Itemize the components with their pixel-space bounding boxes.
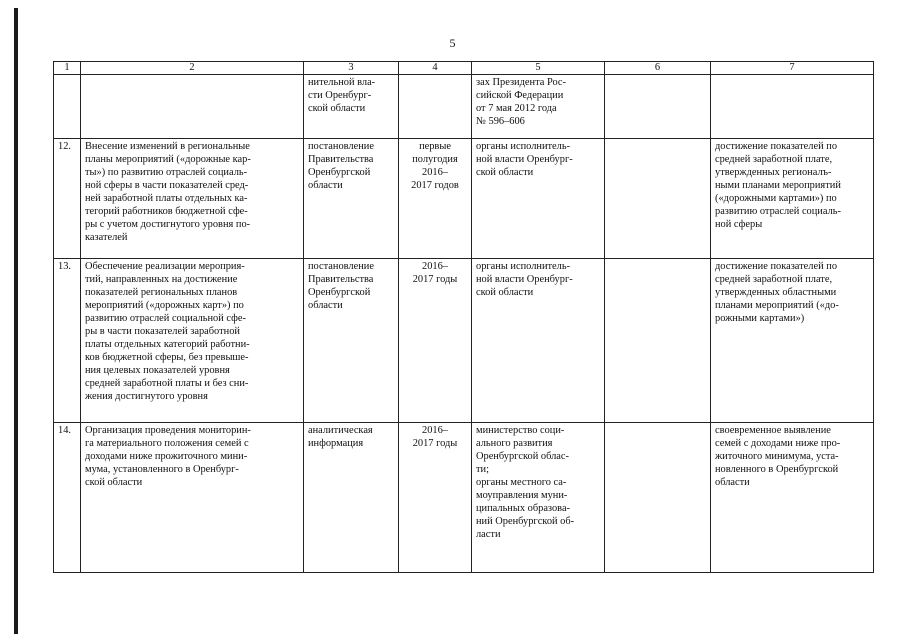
cell-line: житочного минимума, уста- (715, 451, 839, 462)
cell-line: Оренбургской (308, 167, 371, 178)
cell-line: 2017 годы (412, 438, 458, 449)
cell-line: органы исполнитель- (476, 261, 571, 272)
cell-line: 2017 годов (411, 180, 459, 191)
cell-line: 2016– (422, 167, 448, 178)
table-row (54, 423, 874, 573)
cell-line: Правительства (308, 154, 374, 165)
cell-line: сти Оренбург- (308, 90, 372, 101)
cell-col6 (605, 75, 711, 139)
cell-line: средней заработной плате, (715, 274, 833, 285)
cell-line: утвержденных областными (715, 287, 837, 298)
cell-line: нительной вла- (308, 77, 376, 88)
cell-document-type (304, 259, 399, 423)
cell-line: министерство соци- (476, 425, 565, 436)
cell-line: моуправления муни- (476, 490, 568, 501)
cell-line: ской области (476, 167, 534, 178)
cell-line: жения достигнутого уровня (85, 391, 208, 402)
cell-line: ной власти Оренбург- (476, 154, 573, 165)
cell-line: тий, направленных на достижение (85, 274, 238, 285)
cell-line: средней заработной плате, (715, 154, 833, 165)
cell-line: Оренбургской облас- (476, 451, 569, 462)
cell-line: ской области (476, 287, 534, 298)
cell-number (54, 75, 81, 139)
cell-result (711, 75, 874, 139)
cell-line: области (308, 300, 343, 311)
cell-line: доходами ниже прожиточного мини- (85, 451, 248, 462)
column-number-row (54, 62, 874, 75)
cell-line: полугодия (412, 154, 458, 165)
cell-line: ной сферы (715, 219, 763, 230)
column-header: 6 (605, 62, 711, 75)
cell-col6 (605, 259, 711, 423)
cell-number: 14. (54, 423, 81, 573)
cell-line: информация (308, 438, 364, 449)
cell-line: казателей (85, 232, 128, 243)
cell-line: Организация проведения мониторин- (85, 425, 251, 436)
table-row (54, 75, 874, 139)
cell-measure (81, 75, 304, 139)
page-number: 5 (449, 36, 456, 50)
cell-line: планами мероприятий («до- (715, 300, 839, 311)
cell-line: ными планами мероприятий (715, 180, 841, 191)
cell-line: новленного в Оренбургской (715, 464, 839, 475)
cell-line: средней заработной платы и без сни- (85, 378, 249, 389)
column-header: 7 (711, 62, 874, 75)
cell-line: постановление (308, 141, 374, 152)
cell-line: ры с учетом достигнутого уровня по- (85, 219, 251, 230)
cell-line: ной власти Оренбург- (476, 274, 573, 285)
column-header: 3 (304, 62, 399, 75)
cell-line: аналитическая (308, 425, 373, 436)
cell-line: 2016– (422, 425, 448, 436)
cell-line: мероприятий («дорожных карт») по (85, 300, 244, 311)
cell-line: 2016– (422, 261, 448, 272)
cell-line: первые (419, 141, 451, 152)
cell-line: области (715, 477, 750, 488)
column-header: 2 (81, 62, 304, 75)
cell-document-type (304, 139, 399, 259)
cell-document-type (304, 423, 399, 573)
cell-line: достижение показателей по (715, 261, 838, 272)
cell-col6 (605, 423, 711, 573)
cell-line: тегорий работников бюджетной сфе- (85, 206, 248, 217)
cell-line: ры в части показателей заработной (85, 326, 240, 337)
cell-line: ной сферы в части показателей сред- (85, 180, 249, 191)
cell-executors (472, 139, 605, 259)
cell-result (711, 259, 874, 423)
cell-document-type (304, 75, 399, 139)
cell-line: платы отдельных категорий работни- (85, 339, 250, 350)
cell-col6 (605, 139, 711, 259)
cell-line: органы исполнитель- (476, 141, 571, 152)
cell-line: своевременное выявление (715, 425, 831, 436)
cell-line: («дорожными картами») по (715, 193, 837, 204)
cell-executors (472, 259, 605, 423)
cell-line: ской области (85, 477, 143, 488)
cell-line: Внесение изменений в региональные (85, 141, 250, 152)
cell-line: Оренбургской (308, 287, 371, 298)
column-header: 5 (472, 62, 605, 75)
cell-line: зах Президента Рос- (476, 77, 566, 88)
cell-line: постановление (308, 261, 374, 272)
column-header: 1 (54, 62, 81, 75)
cell-line: мума, установленного в Оренбург- (85, 464, 239, 475)
cell-number: 12. (54, 139, 81, 259)
scan-edge-bar (14, 8, 18, 634)
cell-line: Правительства (308, 274, 374, 285)
cell-line: ний Оренбургской об- (476, 516, 575, 527)
cell-line: показателей региональных планов (85, 287, 238, 298)
cell-period (399, 423, 472, 573)
cell-line: ласти (476, 529, 501, 540)
cell-line: ской области (308, 103, 366, 114)
cell-executors (472, 423, 605, 573)
table-row (54, 139, 874, 259)
cell-line: ти; (476, 464, 489, 475)
cell-line: ципальных образова- (476, 503, 571, 514)
cell-period (399, 75, 472, 139)
cell-line: области (308, 180, 343, 191)
cell-executors (472, 75, 605, 139)
cell-line: № 596–606 (476, 116, 525, 127)
measures-table (53, 61, 874, 573)
cell-line: рожными картами») (715, 313, 805, 324)
cell-line: Обеспечение реализации мероприя- (85, 261, 245, 272)
cell-line: семей с доходами ниже про- (715, 438, 841, 449)
cell-line: ты») по развитию отраслей социаль- (85, 167, 248, 178)
cell-line: ней заработной платы отдельных ка- (85, 193, 248, 204)
cell-measure (81, 423, 304, 573)
cell-result (711, 423, 874, 573)
column-header: 4 (399, 62, 472, 75)
cell-line: развитию отраслей социальной сфе- (85, 313, 246, 324)
cell-measure (81, 259, 304, 423)
cell-line: 2017 годы (412, 274, 458, 285)
cell-number: 13. (54, 259, 81, 423)
cell-line: органы местного са- (476, 477, 567, 488)
cell-line: сийской Федерации (476, 90, 564, 101)
cell-line: ния целевых показателей уровня (85, 365, 230, 376)
cell-line: утвержденных регионалъ- (715, 167, 832, 178)
cell-line: достижение показателей по (715, 141, 838, 152)
cell-line: ального развития (476, 438, 553, 449)
cell-line: развитию отраслей социаль- (715, 206, 841, 217)
cell-line: га материального положения семей с (85, 438, 249, 449)
table-row (54, 259, 874, 423)
cell-line: ков бюджетной сферы, без превыше- (85, 352, 249, 363)
cell-period (399, 139, 472, 259)
cell-line: планы мероприятий («дорожные кар- (85, 154, 251, 165)
cell-result (711, 139, 874, 259)
cell-line: от 7 мая 2012 года (476, 103, 557, 114)
cell-measure (81, 139, 304, 259)
cell-period (399, 259, 472, 423)
